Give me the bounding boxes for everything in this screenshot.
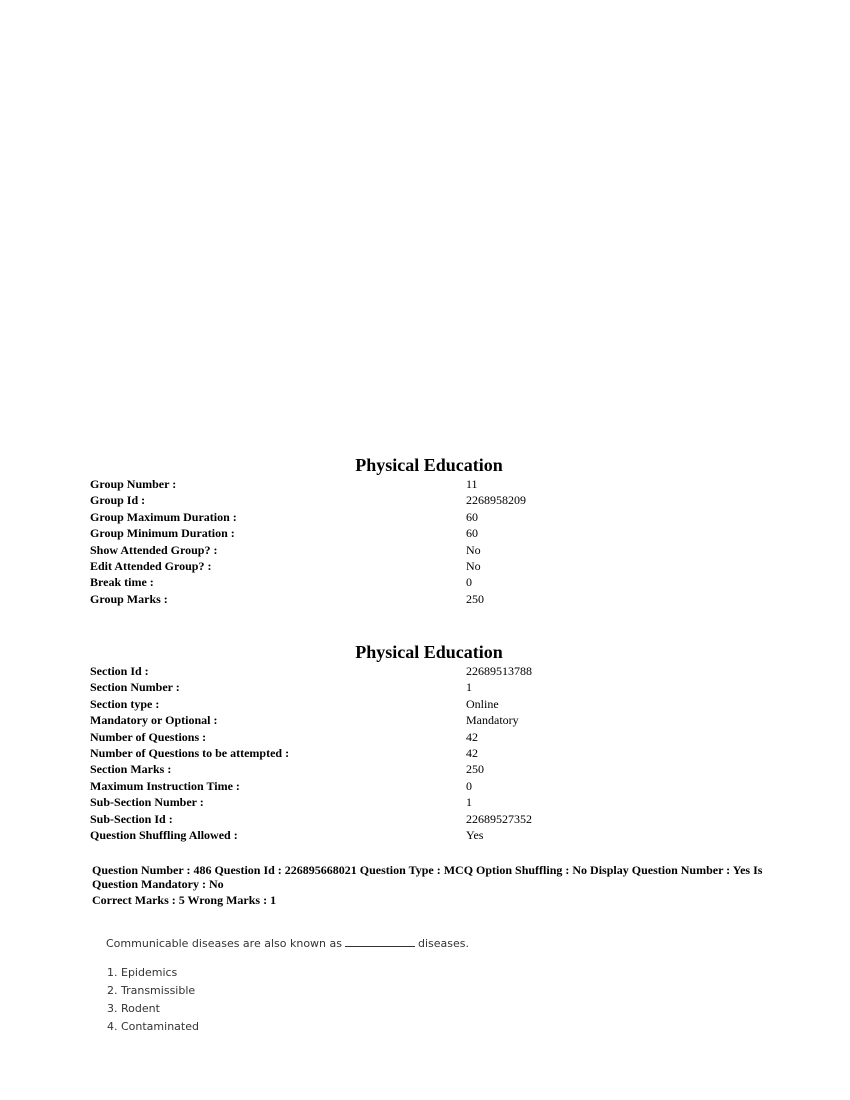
row-value: 250 (466, 591, 484, 606)
row-value: 1 (466, 680, 472, 695)
questions-to-attempt-row (0, 745, 850, 761)
row-label: Mandatory or Optional : (90, 713, 218, 728)
option-1: 1. Epidemics (107, 966, 178, 979)
question-text (106, 937, 469, 950)
row-value: 42 (466, 729, 478, 744)
section-id-row (0, 663, 850, 679)
row-value: 22689527352 (466, 811, 532, 826)
option-3: 3. Rodent (107, 1002, 160, 1015)
row-label: Group Number : (90, 477, 177, 491)
row-label: Section Number : (90, 680, 180, 695)
max-instruction-time-row (0, 778, 850, 794)
option-2: 2. Transmissible (107, 984, 196, 997)
sub-section-number-row (0, 794, 850, 810)
row-label: Break time : (90, 575, 154, 590)
break-time-row (0, 574, 850, 590)
edit-attended-group-row (0, 558, 850, 574)
group-heading: Physical Education (355, 455, 503, 475)
group-min-duration-row (0, 525, 850, 541)
section-marks-row (0, 761, 850, 777)
group-number-row (0, 476, 850, 492)
question-text-before: Communicable diseases are also known as (106, 937, 342, 950)
row-label: Sub-Section Number : (90, 795, 204, 810)
row-label: Section Marks : (90, 762, 172, 777)
row-label: Group Id : (90, 493, 146, 508)
group-marks-row (0, 591, 850, 607)
row-value: 250 (466, 762, 484, 777)
row-label: Number of Questions : (90, 729, 207, 744)
group-details-list (0, 476, 850, 607)
row-value: 1 (466, 795, 472, 810)
row-label: Number of Questions to be attempted : (90, 745, 290, 760)
answer-blank (345, 937, 415, 947)
row-value: 60 (466, 526, 478, 541)
row-value: 0 (466, 778, 472, 793)
row-value: 2268958209 (466, 493, 526, 508)
sub-section-id-row (0, 811, 850, 827)
group-id-row (0, 492, 850, 508)
question-marks-line: Correct Marks : 5 Wrong Marks : 1 (92, 893, 277, 907)
row-label: Group Maximum Duration : (90, 509, 237, 524)
row-label: Sub-Section Id : (90, 811, 173, 826)
row-value: Mandatory (466, 713, 519, 728)
row-value: 42 (466, 745, 478, 760)
row-label: Question Shuffling Allowed : (90, 827, 238, 842)
section-heading: Physical Education (355, 642, 503, 662)
row-value: Online (466, 696, 499, 711)
question-meta-line: Question Number : 486 Question Id : 226895668021 Question Type : MCQ Option Shuffling : No Display Question Number : Yes Is Question Mandatory : No (92, 863, 763, 891)
row-value: 60 (466, 509, 478, 524)
row-value: No (466, 558, 481, 573)
section-details-list (0, 663, 850, 843)
mandatory-optional-row (0, 712, 850, 728)
option-4: 4. Contaminated (107, 1020, 199, 1033)
number-of-questions-row (0, 729, 850, 745)
question-text-after: diseases. (417, 937, 469, 950)
row-value: 22689513788 (466, 664, 532, 678)
row-value: 11 (466, 477, 478, 491)
answer-options (107, 966, 199, 1038)
row-label: Group Marks : (90, 591, 168, 606)
show-attended-group-row (0, 542, 850, 558)
row-value: Yes (466, 827, 484, 842)
section-type-row (0, 696, 850, 712)
row-label: Section type : (90, 696, 160, 711)
row-label: Section Id : (90, 664, 149, 678)
row-value: No (466, 542, 481, 557)
row-value: 0 (466, 575, 472, 590)
row-label: Group Minimum Duration : (90, 526, 235, 541)
row-label: Edit Attended Group? : (90, 558, 212, 573)
question-shuffling-row (0, 827, 850, 843)
section-number-row (0, 679, 850, 695)
row-label: Show Attended Group? : (90, 542, 218, 557)
group-max-duration-row (0, 509, 850, 525)
question-meta (92, 863, 772, 907)
row-label: Maximum Instruction Time : (90, 778, 240, 793)
